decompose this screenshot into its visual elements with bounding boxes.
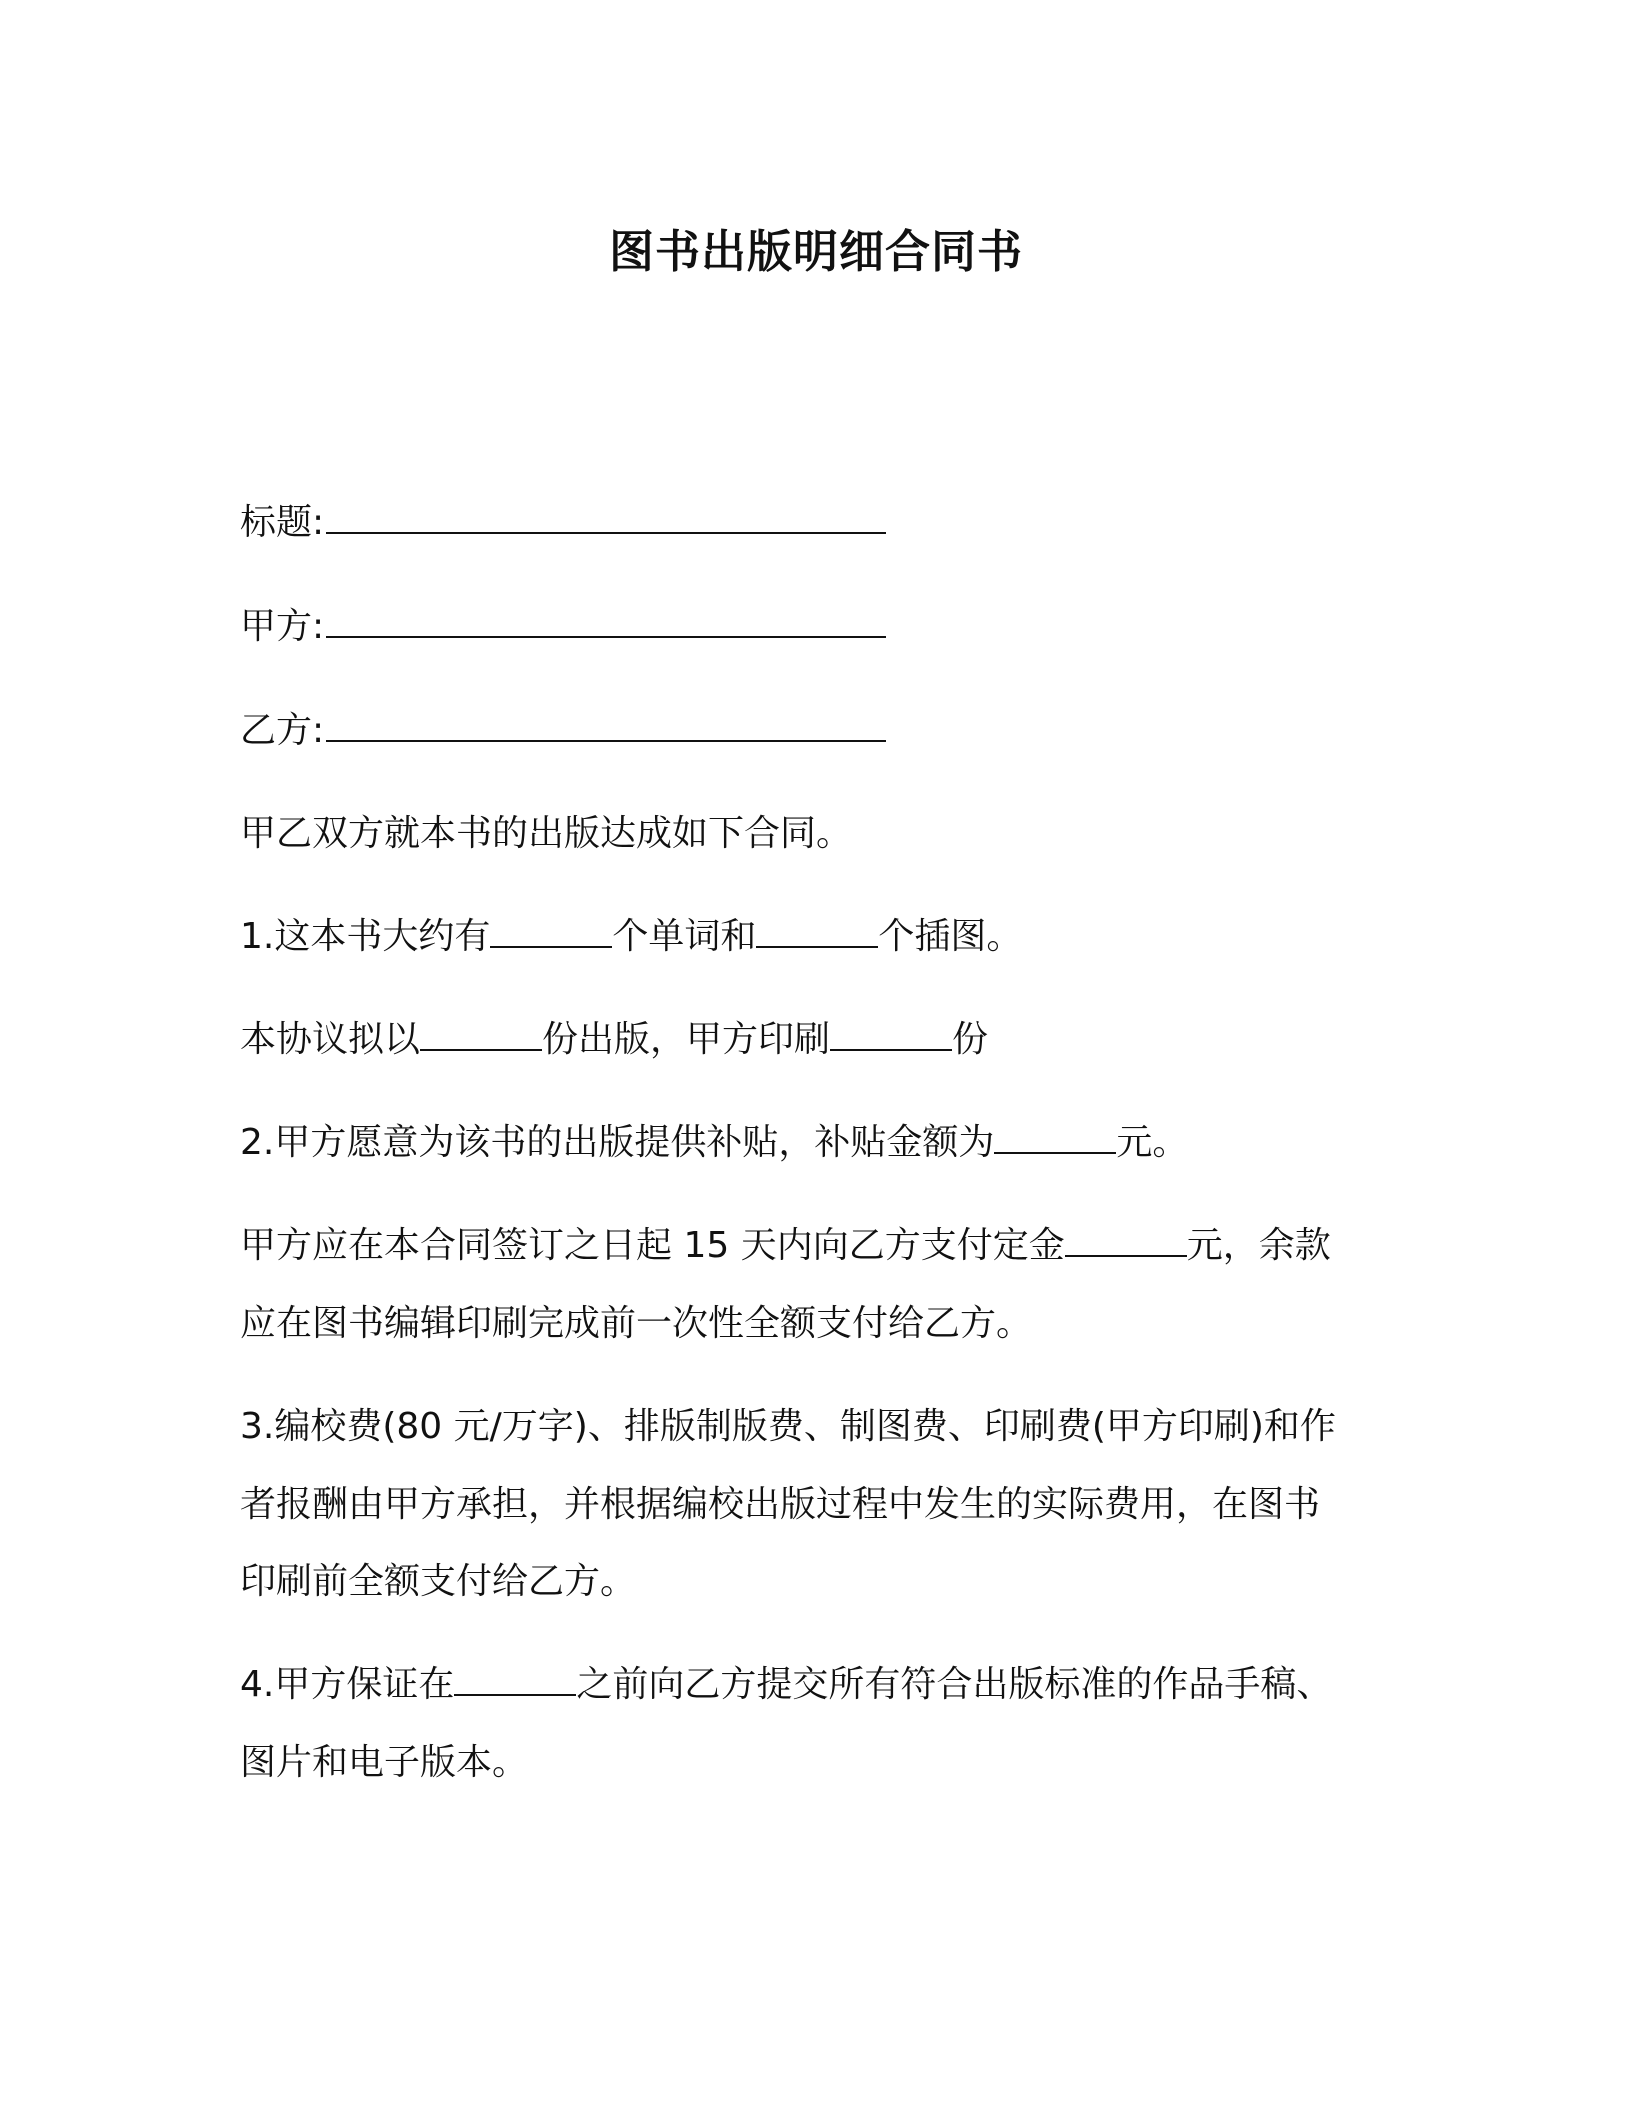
clause-4-text-a: 4.甲方保证在: [240, 1664, 455, 1705]
clause-1: [240, 911, 1380, 963]
clause-2-text-a: 2.甲方愿意为该书的出版提供补贴，补贴金额为: [240, 1122, 995, 1163]
clause-1-text-b: 个单词和: [612, 916, 757, 957]
title-field: [240, 497, 1380, 549]
clause-1b: [240, 1014, 1380, 1066]
intro-paragraph: 甲乙双方就本书的出版达成如下合同。: [240, 813, 853, 854]
clause-3-line-2: 者报酬由甲方承担，并根据编校出版过程中发生的实际费用，在图书: [240, 1484, 1321, 1525]
party-a-copies-blank[interactable]: [830, 1019, 952, 1051]
word-count-blank[interactable]: [490, 916, 612, 948]
deposit-amount-blank[interactable]: [1065, 1225, 1187, 1257]
clause-4-text-b: 之前向乙方提交所有符合出版标准的作品手稿、: [576, 1664, 1333, 1705]
clause-1-text-a: 1.这本书大约有: [240, 916, 491, 957]
clause-1b-text-b: 份出版，甲方印刷: [542, 1019, 831, 1060]
party-b-label: 乙方:: [240, 710, 325, 751]
clause-3-line-1: 3.编校费(80 元/万字)、排版制版费、制图费、印刷费(甲方印刷)和作: [240, 1406, 1336, 1447]
party-a-blank[interactable]: [326, 606, 886, 638]
party-b-field: [240, 705, 1380, 757]
print-run-blank[interactable]: [420, 1019, 542, 1051]
title-field-blank[interactable]: [326, 502, 886, 534]
clause-4-line-1: [240, 1659, 1380, 1711]
clause-3-line-3: 印刷前全额支付给乙方。: [240, 1561, 637, 1602]
clause-2: [240, 1117, 1380, 1169]
clause-2-text-b: 元。: [1116, 1122, 1189, 1163]
clause-2b-line-1: [240, 1220, 1380, 1272]
party-a-label: 甲方:: [240, 606, 325, 647]
clause-2b-text-b: 元，余款: [1186, 1225, 1331, 1266]
clause-1b-text-a: 本协议拟以: [240, 1019, 421, 1060]
party-a-field: [240, 601, 1380, 653]
clause-2b-line-2: 应在图书编辑印刷完成前一次性全额支付给乙方。: [240, 1303, 1033, 1344]
clause-1-text-c: 个插图。: [878, 916, 1023, 957]
clause-4-line-2: 图片和电子版本。: [240, 1742, 529, 1783]
submission-date-blank[interactable]: [454, 1664, 576, 1696]
document-title: 图书出版明细合同书: [608, 225, 1023, 278]
title-field-label: 标题:: [240, 502, 325, 543]
party-b-blank[interactable]: [326, 710, 886, 742]
illustration-count-blank[interactable]: [756, 916, 878, 948]
clause-1b-text-c: 份: [952, 1019, 989, 1060]
subsidy-amount-blank[interactable]: [994, 1122, 1116, 1154]
clause-2b-text-a: 甲方应在本合同签订之日起 15 天内向乙方支付定金: [240, 1225, 1065, 1266]
